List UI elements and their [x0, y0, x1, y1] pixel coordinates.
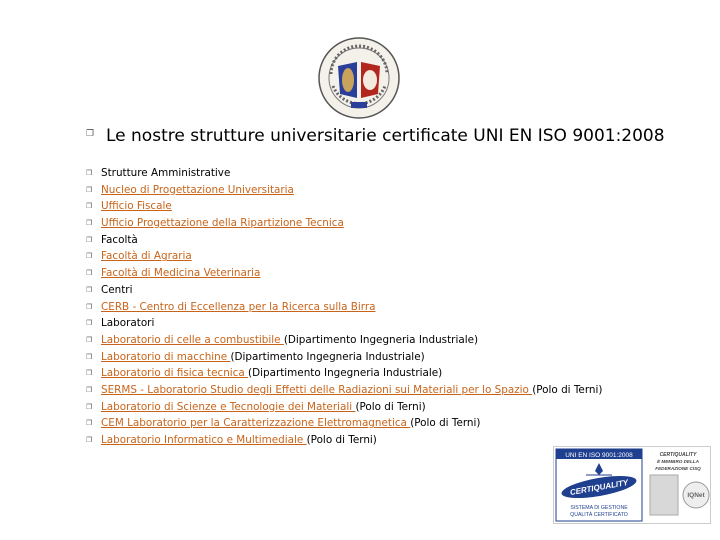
item-link[interactable]: Laboratorio di celle a combustibile — [101, 333, 284, 346]
bullet-icon: ❐ — [86, 419, 93, 428]
item-suffix: (Polo di Terni) — [410, 417, 481, 430]
item-suffix: (Dipartimento Ingegneria Industriale) — [283, 333, 479, 346]
item-link[interactable]: Facoltà di Agraria — [101, 250, 192, 263]
bullet-icon: ❐ — [86, 235, 93, 244]
item-link[interactable]: Laboratorio di fisica tecnica — [101, 367, 249, 380]
university-seal-icon — [311, 36, 407, 120]
badge-side-1: CERTIQUALITY — [659, 452, 697, 458]
item-suffix: (Dipartimento Ingegneria Industriale) — [248, 367, 443, 380]
certiquality-logo-icon — [554, 447, 710, 523]
certification-badge — [553, 446, 711, 524]
iqnet-label: IQNet — [687, 492, 705, 499]
bullet-icon: ❐ — [86, 352, 93, 361]
page-title: Le nostre strutture universitarie certificate UNI EN ISO 9001:2008 — [106, 126, 665, 146]
item-link[interactable]: Ufficio Fiscale — [101, 200, 172, 213]
item-link[interactable]: Laboratorio di macchine — [101, 350, 231, 363]
item-link[interactable]: CERB - Centro di Eccellenza per la Ricerca sulla Birra — [101, 300, 376, 313]
bullet-icon: ❐ — [86, 319, 93, 328]
item-link[interactable]: Laboratorio Informatico e Multimediale — [101, 434, 307, 446]
item-link[interactable]: Facoltà di Medicina Veterinaria — [101, 267, 261, 280]
bullet-icon: ❐ — [86, 436, 93, 444]
item-link[interactable]: CEM Laboratorio per la Caratterizzazione Elettromagnetica — [101, 417, 411, 430]
badge-brand: CERTIQUALITY — [569, 477, 629, 498]
item-suffix: (Polo di Terni) — [306, 434, 377, 446]
item-text: Facoltà — [101, 233, 138, 246]
bullet-icon: ❐ — [86, 185, 93, 194]
item-link[interactable]: Nucleo di Progettazione Universitaria — [101, 183, 294, 196]
badge-side-2: È MEMBRO DELLA — [657, 459, 699, 464]
bullet-icon: ❐ — [86, 302, 93, 311]
bullet-icon: ❐ — [86, 129, 95, 139]
bullet-icon: ❐ — [86, 252, 93, 261]
item-suffix: (Dipartimento Ingegneria Industriale) — [230, 350, 425, 363]
bullet-icon: ❐ — [86, 369, 93, 378]
badge-footer-2: QUALITÀ CERTIFICATO — [570, 512, 628, 518]
bullet-icon: ❐ — [86, 169, 93, 177]
bullet-icon: ❐ — [86, 269, 93, 278]
item-link[interactable]: Ufficio Progettazione della Ripartizione Tecnica — [101, 217, 344, 230]
item-text: Strutture Amministrative — [101, 167, 231, 179]
item-text: Centri — [101, 283, 133, 296]
badge-side-3: FEDERAZIONE CISQ — [655, 466, 701, 471]
bullet-icon: ❐ — [86, 402, 93, 411]
bullet-icon: ❐ — [86, 202, 93, 211]
item-suffix: (Polo di Terni) — [355, 400, 426, 413]
badge-header: UNI EN ISO 9001:2008 — [565, 452, 633, 459]
heading-row — [86, 124, 716, 150]
bullet-icon: ❐ — [86, 219, 93, 228]
bullet-icon: ❐ — [86, 335, 93, 344]
badge-footer-1: SISTEMA DI GESTIONE — [570, 505, 628, 511]
item-link[interactable]: SERMS - Laboratorio Studio degli Effetti delle Radiazioni sui Materiali per lo Spazio — [101, 383, 533, 396]
item-suffix: (Polo di Terni) — [532, 383, 603, 396]
bullet-icon: ❐ — [86, 385, 93, 394]
item-link[interactable]: Laboratorio di Scienze e Tecnologie dei Materiali — [101, 400, 356, 413]
item-text: Laboratori — [101, 317, 155, 330]
bullet-icon: ❐ — [86, 285, 93, 294]
